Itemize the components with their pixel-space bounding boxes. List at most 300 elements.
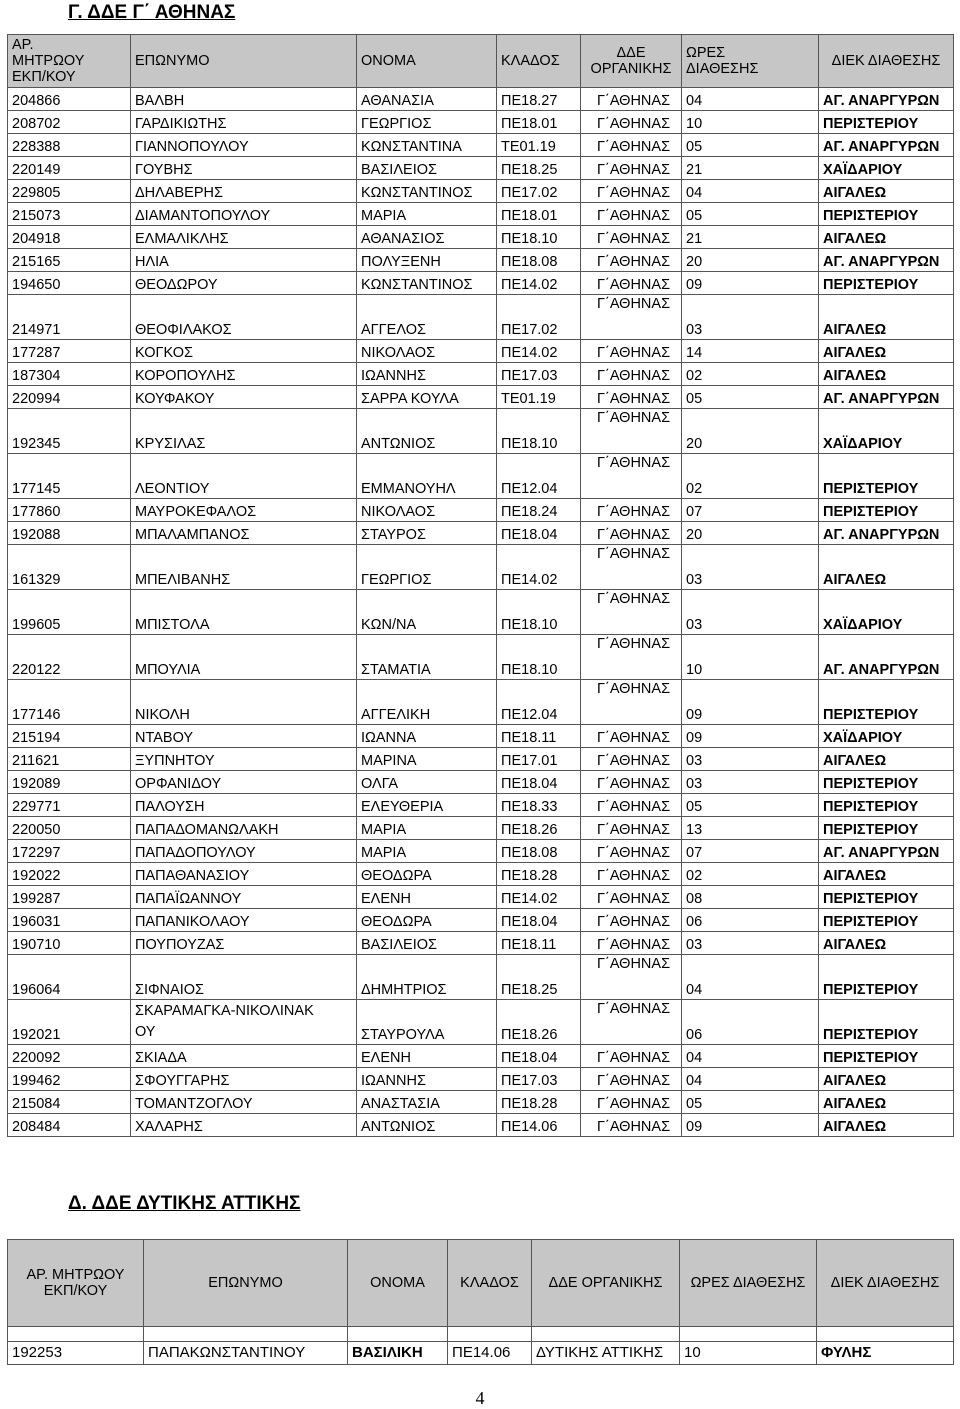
cell-klados: ΠΕ18.01 xyxy=(497,203,581,226)
cell-klados: ΠΕ18.24 xyxy=(497,499,581,522)
table-row xyxy=(8,635,954,680)
cell-dde xyxy=(581,1000,682,1045)
cell-dde xyxy=(581,545,682,590)
empty-cell xyxy=(680,1327,817,1342)
cell-diek: ΧΑΪΔΑΡΙΟΥ xyxy=(819,590,954,635)
cell-dde: Γ΄ΑΘΗΝΑΣ xyxy=(581,909,682,932)
cell-diek: ΠΕΡΙΣΤΕΡΙΟΥ xyxy=(819,1045,954,1068)
cell-eponymo: ΚΟΓΚΟΣ xyxy=(131,340,357,363)
cell-dde xyxy=(581,409,682,454)
cell-onoma: ΠΟΛΥΞΕΝΗ xyxy=(357,249,497,272)
cell-onoma: ΙΩΑΝΝΗΣ xyxy=(357,1068,497,1091)
cell-klados: ΠΕ14.02 xyxy=(497,886,581,909)
cell-onoma: ΣΑΡΡΑ ΚΟΥΛΑ xyxy=(357,386,497,409)
cell-klados: ΠΕ17.02 xyxy=(497,180,581,203)
cell-klados: ΠΕ14.06 xyxy=(448,1342,532,1365)
cell-diek: ΑΙΓΑΛΕΩ xyxy=(819,932,954,955)
cell-dde: Γ΄ΑΘΗΝΑΣ xyxy=(581,1045,682,1068)
cell-diek: ΑΙΓΑΛΕΩ xyxy=(819,180,954,203)
table-row xyxy=(8,409,954,454)
table-row xyxy=(8,909,954,932)
table-row xyxy=(8,340,954,363)
cell-onoma: ΚΩΝΣΤΑΝΤΙΝΟΣ xyxy=(357,180,497,203)
cell-diek: ΑΓ. ΑΝΑΡΓΥΡΩΝ xyxy=(819,134,954,157)
table-header-row xyxy=(8,35,954,88)
table-row xyxy=(8,111,954,134)
cell-klados: ΠΕ18.08 xyxy=(497,249,581,272)
cell-diek: ΑΓ. ΑΝΑΡΓΥΡΩΝ xyxy=(819,522,954,545)
table-row xyxy=(8,134,954,157)
table-row xyxy=(8,522,954,545)
cell-ores: 20 xyxy=(682,409,819,454)
cell-dde: Γ΄ΑΘΗΝΑΣ xyxy=(581,1068,682,1091)
cell-diek: ΦΥΛΗΣ xyxy=(817,1342,954,1365)
cell-onoma: ΑΘΑΝΑΣΙΑ xyxy=(357,88,497,111)
cell-dde: Γ΄ΑΘΗΝΑΣ xyxy=(581,249,682,272)
cell-ar: 208484 xyxy=(8,1114,131,1137)
cell-ores: 02 xyxy=(682,454,819,499)
cell-eponymo: ΒΑΛΒΗ xyxy=(131,88,357,111)
cell-onoma: ΜΑΡΙΝΑ xyxy=(357,748,497,771)
table-row xyxy=(8,1114,954,1137)
empty-cell xyxy=(8,1327,144,1342)
cell-onoma: ΟΛΓΑ xyxy=(357,771,497,794)
cell-ores: 02 xyxy=(682,863,819,886)
cell-klados: ΠΕ18.08 xyxy=(497,840,581,863)
table-row xyxy=(8,932,954,955)
table-row xyxy=(8,1091,954,1114)
cell-diek: ΑΙΓΑΛΕΩ xyxy=(819,226,954,249)
cell-eponymo: ΚΡΥΣΙΛΑΣ xyxy=(131,409,357,454)
cell-onoma: ΘΕΟΔΩΡΑ xyxy=(357,909,497,932)
page-number: 4 xyxy=(475,1388,485,1408)
cell-ores: 20 xyxy=(682,522,819,545)
cell-ores: 05 xyxy=(682,1091,819,1114)
table-row xyxy=(8,680,954,725)
cell-diek: ΠΕΡΙΣΤΕΡΙΟΥ xyxy=(819,111,954,134)
cell-dde: Γ΄ΑΘΗΝΑΣ xyxy=(581,817,682,840)
cell-ores: 04 xyxy=(682,1045,819,1068)
cell-onoma: ΒΑΣΙΛΕΙΟΣ xyxy=(357,932,497,955)
cell-ores: 10 xyxy=(680,1342,817,1365)
cell-ar: 204866 xyxy=(8,88,131,111)
cell-ores: 07 xyxy=(682,499,819,522)
cell-onoma: ΕΜΜΑΝΟΥΗΛ xyxy=(357,454,497,499)
cell-onoma: ΙΩΑΝΝΑ xyxy=(357,725,497,748)
cell-diek: ΠΕΡΙΣΤΕΡΙΟΥ xyxy=(819,771,954,794)
empty-cell xyxy=(817,1327,954,1342)
cell-diek: ΑΙΓΑΛΕΩ xyxy=(819,748,954,771)
cell-ar: 211621 xyxy=(8,748,131,771)
cell-diek: ΠΕΡΙΣΤΕΡΙΟΥ xyxy=(819,909,954,932)
cell-diek: ΑΙΓΑΛΕΩ xyxy=(819,340,954,363)
cell-eponymo: ΓΑΡΔΙΚΙΩΤΗΣ xyxy=(131,111,357,134)
cell-klados: ΠΕ14.02 xyxy=(497,272,581,295)
cell-dde: Γ΄ΑΘΗΝΑΣ xyxy=(581,272,682,295)
cell-diek: ΠΕΡΙΣΤΕΡΙΟΥ xyxy=(819,454,954,499)
cell-ar: 196064 xyxy=(8,955,131,1000)
cell-eponymo: ΚΟΡΟΠΟΥΛΗΣ xyxy=(131,363,357,386)
cell-ores: 04 xyxy=(682,955,819,1000)
cell-onoma: ΜΑΡΙΑ xyxy=(357,840,497,863)
cell-dde xyxy=(581,454,682,499)
cell-diek: ΠΕΡΙΣΤΕΡΙΟΥ xyxy=(819,680,954,725)
cell-ar: 220149 xyxy=(8,157,131,180)
table-row xyxy=(8,226,954,249)
cell-ar: 220050 xyxy=(8,817,131,840)
cell-eponymo: ΓΙΑΝΝΟΠΟΥΛΟΥ xyxy=(131,134,357,157)
cell-eponymo: ΝΙΚΟΛΗ xyxy=(131,680,357,725)
cell-onoma: ΓΕΩΡΓΙΟΣ xyxy=(357,545,497,590)
cell-dde: Γ΄ΑΘΗΝΑΣ xyxy=(581,840,682,863)
cell-ar: 220994 xyxy=(8,386,131,409)
cell-ores: 05 xyxy=(682,386,819,409)
cell-ores: 21 xyxy=(682,157,819,180)
table-row xyxy=(8,886,954,909)
cell-ar: 194650 xyxy=(8,272,131,295)
cell-diek: ΧΑΪΔΑΡΙΟΥ xyxy=(819,725,954,748)
cell-klados: ΠΕ17.03 xyxy=(497,363,581,386)
header-onoma: ΟΝΟΜΑ xyxy=(357,35,497,88)
cell-ar: 229771 xyxy=(8,794,131,817)
cell-ores: 05 xyxy=(682,203,819,226)
cell-dde-text: Γ΄ΑΘΗΝΑΣ xyxy=(597,1001,671,1017)
cell-eponymo: ΣΙΦΝΑΙΟΣ xyxy=(131,955,357,1000)
cell-eponymo: ΕΛΜΑΛΙΚΛΗΣ xyxy=(131,226,357,249)
cell-onoma: ΣΤΑΥΡΟΣ xyxy=(357,522,497,545)
cell-ar: 214971 xyxy=(8,295,131,340)
cell-eponymo: ΣΚΑΡΑΜΑΓΚΑ-ΝΙΚΟΛΙΝΑΚΟΥ xyxy=(131,1000,357,1045)
cell-klados: ΠΕ17.01 xyxy=(497,748,581,771)
cell-eponymo: ΜΠΕΛΙΒΑΝΗΣ xyxy=(131,545,357,590)
cell-ar: 204918 xyxy=(8,226,131,249)
header-ores: ΩΡΕΣ ΔΙΑΘΕΣΗΣ xyxy=(682,35,819,88)
cell-ar: 199605 xyxy=(8,590,131,635)
cell-onoma: ΑΝΤΩΝΙΟΣ xyxy=(357,409,497,454)
cell-diek: ΑΓ. ΑΝΑΡΓΥΡΩΝ xyxy=(819,386,954,409)
section-c-table xyxy=(7,34,954,1137)
cell-ar: 172297 xyxy=(8,840,131,863)
cell-ores: 09 xyxy=(682,725,819,748)
header-ar: ΑΡ. ΜΗΤΡΩΟΥ ΕΚΠ/ΚΟΥ xyxy=(8,35,131,88)
cell-dde-text: Γ΄ΑΘΗΝΑΣ xyxy=(597,410,671,426)
cell-ores: 03 xyxy=(682,545,819,590)
header-diek: ΔΙΕΚ ΔΙΑΘΕΣΗΣ xyxy=(819,35,954,88)
cell-ar: 196031 xyxy=(8,909,131,932)
cell-diek: ΠΕΡΙΣΤΕΡΙΟΥ xyxy=(819,499,954,522)
cell-onoma: ΝΙΚΟΛΑΟΣ xyxy=(357,340,497,363)
cell-dde xyxy=(581,295,682,340)
table-row xyxy=(8,545,954,590)
header-dde: ΔΔΕ ΟΡΓΑΝΙΚΗΣ xyxy=(532,1240,680,1327)
table-row xyxy=(8,817,954,840)
cell-ar: 192021 xyxy=(8,1000,131,1045)
cell-dde: Γ΄ΑΘΗΝΑΣ xyxy=(581,863,682,886)
cell-ar: 208702 xyxy=(8,111,131,134)
table-row xyxy=(8,840,954,863)
cell-klados: ΠΕ18.27 xyxy=(497,88,581,111)
table-row xyxy=(8,180,954,203)
table-row xyxy=(8,794,954,817)
header-diek: ΔΙΕΚ ΔΙΑΘΕΣΗΣ xyxy=(817,1240,954,1327)
cell-ores: 20 xyxy=(682,249,819,272)
cell-ar: 161329 xyxy=(8,545,131,590)
cell-klados: ΤΕ01.19 xyxy=(497,386,581,409)
cell-klados: ΠΕ18.10 xyxy=(497,635,581,680)
cell-diek: ΑΙΓΑΛΕΩ xyxy=(819,1091,954,1114)
cell-ar: 192022 xyxy=(8,863,131,886)
cell-ar: 177145 xyxy=(8,454,131,499)
cell-eponymo: ΗΛΙΑ xyxy=(131,249,357,272)
cell-ores: 02 xyxy=(682,363,819,386)
header-eponymo: ΕΠΩΝΥΜΟ xyxy=(144,1240,348,1327)
table-row xyxy=(8,725,954,748)
cell-eponymo: ΔΗΛΑΒΕΡΗΣ xyxy=(131,180,357,203)
cell-dde-text: Γ΄ΑΘΗΝΑΣ xyxy=(597,681,671,697)
table-row xyxy=(8,1342,954,1365)
cell-ar: 177146 xyxy=(8,680,131,725)
cell-dde: Γ΄ΑΘΗΝΑΣ xyxy=(581,386,682,409)
cell-dde: Γ΄ΑΘΗΝΑΣ xyxy=(581,771,682,794)
cell-ores: 08 xyxy=(682,886,819,909)
table-row xyxy=(8,454,954,499)
header-onoma: ΟΝΟΜΑ xyxy=(348,1240,448,1327)
cell-dde-text: Γ΄ΑΘΗΝΑΣ xyxy=(597,591,671,607)
cell-klados: ΠΕ18.26 xyxy=(497,1000,581,1045)
cell-diek: ΧΑΪΔΑΡΙΟΥ xyxy=(819,409,954,454)
cell-ores: 03 xyxy=(682,295,819,340)
table-row xyxy=(8,1068,954,1091)
cell-dde: Γ΄ΑΘΗΝΑΣ xyxy=(581,340,682,363)
cell-onoma: ΜΑΡΙΑ xyxy=(357,203,497,226)
cell-eponymo: ΠΑΛΟΥΣΗ xyxy=(131,794,357,817)
cell-onoma: ΔΗΜΗΤΡΙΟΣ xyxy=(357,955,497,1000)
cell-ar: 192088 xyxy=(8,522,131,545)
cell-ar: 199462 xyxy=(8,1068,131,1091)
cell-klados: ΠΕ18.28 xyxy=(497,863,581,886)
cell-klados: ΠΕ18.04 xyxy=(497,1045,581,1068)
cell-ar: 220122 xyxy=(8,635,131,680)
cell-ores: 04 xyxy=(682,1068,819,1091)
cell-eponymo: ΣΚΙΑΔΑ xyxy=(131,1045,357,1068)
cell-klados: ΠΕ18.04 xyxy=(497,909,581,932)
section-c-title: Γ. ΔΔΕ Γ΄ ΑΘΗΝΑΣ xyxy=(68,2,236,23)
cell-ar: 199287 xyxy=(8,886,131,909)
cell-eponymo: ΠΑΠΑΪΩΑΝΝΟΥ xyxy=(131,886,357,909)
cell-diek: ΠΕΡΙΣΤΕΡΙΟΥ xyxy=(819,794,954,817)
cell-diek: ΑΓ. ΑΝΑΡΓΥΡΩΝ xyxy=(819,840,954,863)
cell-ar: 177860 xyxy=(8,499,131,522)
cell-onoma: ΜΑΡΙΑ xyxy=(357,817,497,840)
table-row xyxy=(8,295,954,340)
table-row xyxy=(8,1045,954,1068)
cell-eponymo: ΞΥΠΝΗΤΟΥ xyxy=(131,748,357,771)
cell-onoma: ΑΘΑΝΑΣΙΟΣ xyxy=(357,226,497,249)
cell-dde-text: Γ΄ΑΘΗΝΑΣ xyxy=(597,296,671,312)
cell-ar: 192345 xyxy=(8,409,131,454)
cell-dde xyxy=(581,680,682,725)
cell-ores: 04 xyxy=(682,88,819,111)
cell-klados: ΠΕ12.04 xyxy=(497,680,581,725)
cell-diek: ΑΙΓΑΛΕΩ xyxy=(819,545,954,590)
cell-ores: 04 xyxy=(682,180,819,203)
cell-diek: ΠΕΡΙΣΤΕΡΙΟΥ xyxy=(819,1000,954,1045)
cell-ar: 190710 xyxy=(8,932,131,955)
cell-ar: 192089 xyxy=(8,771,131,794)
cell-klados: ΠΕ17.03 xyxy=(497,1068,581,1091)
cell-ores: 13 xyxy=(682,817,819,840)
cell-ores: 09 xyxy=(682,680,819,725)
cell-onoma: ΝΙΚΟΛΑΟΣ xyxy=(357,499,497,522)
cell-eponymo: ΔΙΑΜΑΝΤΟΠΟΥΛΟΥ xyxy=(131,203,357,226)
cell-diek: ΠΕΡΙΣΤΕΡΙΟΥ xyxy=(819,886,954,909)
cell-eponymo: ΟΡΦΑΝΙΔΟΥ xyxy=(131,771,357,794)
cell-klados: ΠΕ18.10 xyxy=(497,226,581,249)
cell-eponymo: ΓΟΥΒΗΣ xyxy=(131,157,357,180)
cell-klados: ΠΕ18.01 xyxy=(497,111,581,134)
cell-diek: ΑΓ. ΑΝΑΡΓΥΡΩΝ xyxy=(819,249,954,272)
cell-klados: ΤΕ01.19 xyxy=(497,134,581,157)
table-row xyxy=(8,748,954,771)
table-row xyxy=(8,203,954,226)
cell-klados: ΠΕ17.02 xyxy=(497,295,581,340)
cell-ores: 05 xyxy=(682,134,819,157)
cell-onoma: ΚΩΝΣΤΑΝΤΙΝΟΣ xyxy=(357,272,497,295)
cell-dde: Γ΄ΑΘΗΝΑΣ xyxy=(581,157,682,180)
table-row xyxy=(8,771,954,794)
cell-ar: 215084 xyxy=(8,1091,131,1114)
cell-ores: 03 xyxy=(682,748,819,771)
cell-diek: ΠΕΡΙΣΤΕΡΙΟΥ xyxy=(819,817,954,840)
table-header-row xyxy=(8,1240,954,1327)
cell-dde: Γ΄ΑΘΗΝΑΣ xyxy=(581,226,682,249)
cell-eponymo: ΠΑΠΑΝΙΚΟΛΑΟΥ xyxy=(131,909,357,932)
cell-ar: 177287 xyxy=(8,340,131,363)
cell-klados: ΠΕ18.10 xyxy=(497,590,581,635)
cell-ores: 09 xyxy=(682,1114,819,1137)
cell-diek: ΑΙΓΑΛΕΩ xyxy=(819,863,954,886)
cell-dde: Γ΄ΑΘΗΝΑΣ xyxy=(581,203,682,226)
cell-dde: Γ΄ΑΘΗΝΑΣ xyxy=(581,88,682,111)
cell-onoma: ΘΕΟΔΩΡΑ xyxy=(357,863,497,886)
cell-dde xyxy=(581,955,682,1000)
cell-eponymo: ΠΑΠΑΔΟΜΑΝΩΛΑΚΗ xyxy=(131,817,357,840)
cell-dde: Γ΄ΑΘΗΝΑΣ xyxy=(581,886,682,909)
empty-cell xyxy=(532,1327,680,1342)
table-row xyxy=(8,499,954,522)
cell-klados: ΠΕ18.10 xyxy=(497,409,581,454)
cell-ores: 14 xyxy=(682,340,819,363)
cell-eponymo: ΤΟΜΑΝΤΖΟΓΛΟΥ xyxy=(131,1091,357,1114)
table-row xyxy=(8,272,954,295)
cell-diek: ΑΙΓΑΛΕΩ xyxy=(819,1068,954,1091)
header-klados: ΚΛΑΔΟΣ xyxy=(448,1240,532,1327)
cell-dde: Γ΄ΑΘΗΝΑΣ xyxy=(581,1091,682,1114)
cell-klados: ΠΕ12.04 xyxy=(497,454,581,499)
cell-dde-text: Γ΄ΑΘΗΝΑΣ xyxy=(597,455,671,471)
table-row xyxy=(8,249,954,272)
cell-klados: ΠΕ14.02 xyxy=(497,340,581,363)
cell-eponymo: ΜΠΑΛΑΜΠΑΝΟΣ xyxy=(131,522,357,545)
cell-dde: Γ΄ΑΘΗΝΑΣ xyxy=(581,932,682,955)
cell-diek: ΑΙΓΑΛΕΩ xyxy=(819,1114,954,1137)
cell-ar: 215165 xyxy=(8,249,131,272)
section-d-table xyxy=(7,1239,954,1365)
header-klados: ΚΛΑΔΟΣ xyxy=(497,35,581,88)
cell-dde xyxy=(581,635,682,680)
empty-cell xyxy=(144,1327,348,1342)
cell-dde: Γ΄ΑΘΗΝΑΣ xyxy=(581,748,682,771)
cell-ores: 03 xyxy=(682,932,819,955)
cell-onoma: ΑΓΓΕΛΙΚΗ xyxy=(357,680,497,725)
cell-eponymo: ΧΑΛΑΡΗΣ xyxy=(131,1114,357,1137)
cell-klados: ΠΕ14.02 xyxy=(497,545,581,590)
cell-klados: ΠΕ18.04 xyxy=(497,522,581,545)
cell-dde-text: Γ΄ΑΘΗΝΑΣ xyxy=(597,636,671,652)
cell-eponymo: ΝΤΑΒΟΥ xyxy=(131,725,357,748)
cell-dde: Γ΄ΑΘΗΝΑΣ xyxy=(581,725,682,748)
header-dde: ΔΔΕ ΟΡΓΑΝΙΚΗΣ xyxy=(581,35,682,88)
cell-dde-text: Γ΄ΑΘΗΝΑΣ xyxy=(597,546,671,562)
table-row xyxy=(8,363,954,386)
cell-onoma: ΒΑΣΙΛΙΚΗ xyxy=(348,1342,448,1365)
cell-onoma: ΚΩΝ/ΝΑ xyxy=(357,590,497,635)
cell-diek: ΑΓ. ΑΝΑΡΓΥΡΩΝ xyxy=(819,88,954,111)
cell-dde xyxy=(581,590,682,635)
cell-eponymo: ΚΟΥΦΑΚΟΥ xyxy=(131,386,357,409)
empty-cell xyxy=(348,1327,448,1342)
cell-eponymo: ΣΦΟΥΓΓΑΡΗΣ xyxy=(131,1068,357,1091)
cell-eponymo: ΘΕΟΔΩΡΟΥ xyxy=(131,272,357,295)
cell-eponymo: ΠΑΠΑΚΩΝΣΤΑΝΤΙΝΟΥ xyxy=(144,1342,348,1365)
cell-onoma: ΕΛΕΝΗ xyxy=(357,1045,497,1068)
table-row xyxy=(8,955,954,1000)
table-spacer-row xyxy=(8,1327,954,1342)
table-row xyxy=(8,386,954,409)
header-ores: ΩΡΕΣ ΔΙΑΘΕΣΗΣ xyxy=(680,1240,817,1327)
cell-dde: Γ΄ΑΘΗΝΑΣ xyxy=(581,363,682,386)
cell-klados: ΠΕ18.11 xyxy=(497,725,581,748)
cell-ores: 05 xyxy=(682,794,819,817)
table-row xyxy=(8,157,954,180)
cell-onoma: ΣΤΑΥΡΟΥΛΑ xyxy=(357,1000,497,1045)
cell-klados: ΠΕ18.25 xyxy=(497,955,581,1000)
cell-diek: ΑΙΓΑΛΕΩ xyxy=(819,363,954,386)
cell-diek: ΠΕΡΙΣΤΕΡΙΟΥ xyxy=(819,203,954,226)
cell-dde-text: Γ΄ΑΘΗΝΑΣ xyxy=(597,956,671,972)
cell-dde: Γ΄ΑΘΗΝΑΣ xyxy=(581,1114,682,1137)
cell-onoma: ΚΩΝΣΤΑΝΤΙΝΑ xyxy=(357,134,497,157)
cell-klados: ΠΕ18.11 xyxy=(497,932,581,955)
cell-dde: Γ΄ΑΘΗΝΑΣ xyxy=(581,111,682,134)
cell-ores: 06 xyxy=(682,1000,819,1045)
cell-onoma: ΣΤΑΜΑΤΙΑ xyxy=(357,635,497,680)
cell-ores: 03 xyxy=(682,771,819,794)
table-row xyxy=(8,88,954,111)
cell-onoma: ΒΑΣΙΛΕΙΟΣ xyxy=(357,157,497,180)
cell-eponymo: ΛΕΟΝΤΙΟΥ xyxy=(131,454,357,499)
header-ar: ΑΡ. ΜΗΤΡΩΟΥ ΕΚΠ/ΚΟΥ xyxy=(8,1240,144,1327)
cell-ores: 06 xyxy=(682,909,819,932)
cell-onoma: ΓΕΩΡΓΙΟΣ xyxy=(357,111,497,134)
cell-diek: ΑΙΓΑΛΕΩ xyxy=(819,295,954,340)
cell-onoma: ΙΩΑΝΝΗΣ xyxy=(357,363,497,386)
cell-diek: ΠΕΡΙΣΤΕΡΙΟΥ xyxy=(819,272,954,295)
cell-onoma: ΑΝΤΩΝΙΟΣ xyxy=(357,1114,497,1137)
table-row xyxy=(8,1000,954,1045)
cell-ores: 10 xyxy=(682,635,819,680)
cell-eponymo: ΜΠΙΣΤΟΛΑ xyxy=(131,590,357,635)
